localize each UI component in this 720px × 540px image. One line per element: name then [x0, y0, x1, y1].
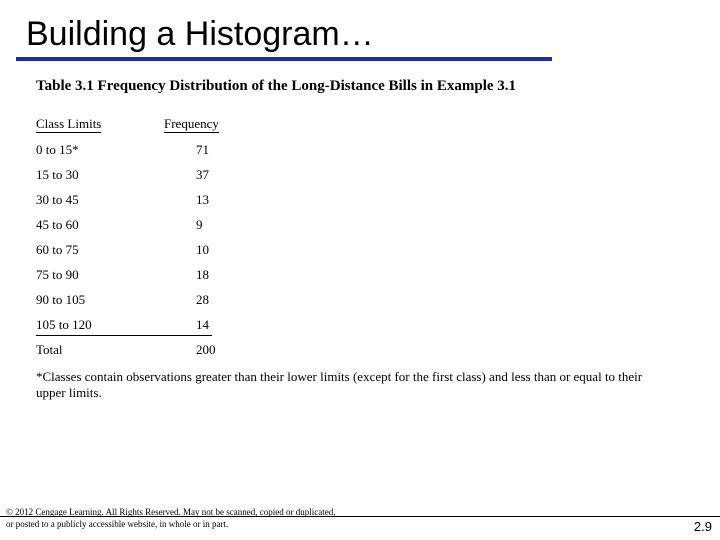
- frequency-cell: 14: [196, 317, 209, 332]
- frequency-cell: 71: [196, 142, 209, 157]
- frequency-cell: 28: [196, 292, 209, 307]
- table-row: [36, 242, 212, 260]
- page-number: 2.9: [693, 519, 712, 534]
- total-label: Total: [36, 342, 63, 357]
- class-limits-cell: 75 to 90: [36, 267, 79, 282]
- table-total-row: [36, 342, 216, 360]
- table-caption: Table 3.1 Frequency Distribution of the Long-Distance Bills in Example 3.1: [36, 78, 517, 94]
- class-limits-cell: 45 to 60: [36, 217, 79, 232]
- class-limits-cell: 90 to 105: [36, 292, 86, 307]
- table-row: [36, 217, 212, 235]
- table-row: [36, 317, 212, 336]
- frequency-cell: 18: [196, 267, 209, 282]
- frequency-cell: 37: [196, 167, 209, 182]
- title-underline: [16, 57, 552, 61]
- frequency-cell: 13: [196, 192, 209, 207]
- class-limits-cell: 105 to 120: [36, 317, 92, 332]
- class-limits-cell: 30 to 45: [36, 192, 79, 207]
- copyright-notice: © 2012 Cengage Learning. All Rights Reserved. May not be scanned, copied or duplicated, or posted to a publicly accessible website, in whole or in part.: [6, 507, 336, 529]
- column-header-class-limits: Class Limits: [36, 116, 102, 131]
- frequency-cell: 10: [196, 242, 209, 257]
- class-limits-cell: 60 to 75: [36, 242, 79, 257]
- total-value: 200: [196, 342, 216, 357]
- slide-title: Building a Histogram…: [26, 15, 374, 53]
- table-footnote: *Classes contain observations greater than their lower limits (except for the first class) and less than or equal to their upper limits.: [36, 369, 643, 400]
- class-limits-cell: 0 to 15*: [36, 142, 79, 157]
- table-row: [36, 167, 212, 185]
- table-row: [36, 142, 212, 160]
- class-limits-cell: 15 to 30: [36, 167, 79, 182]
- table-row: [36, 192, 212, 210]
- frequency-cell: 9: [196, 217, 203, 232]
- column-header-frequency: Frequency: [164, 116, 219, 131]
- table-row: [36, 267, 212, 285]
- table-row: [36, 292, 212, 310]
